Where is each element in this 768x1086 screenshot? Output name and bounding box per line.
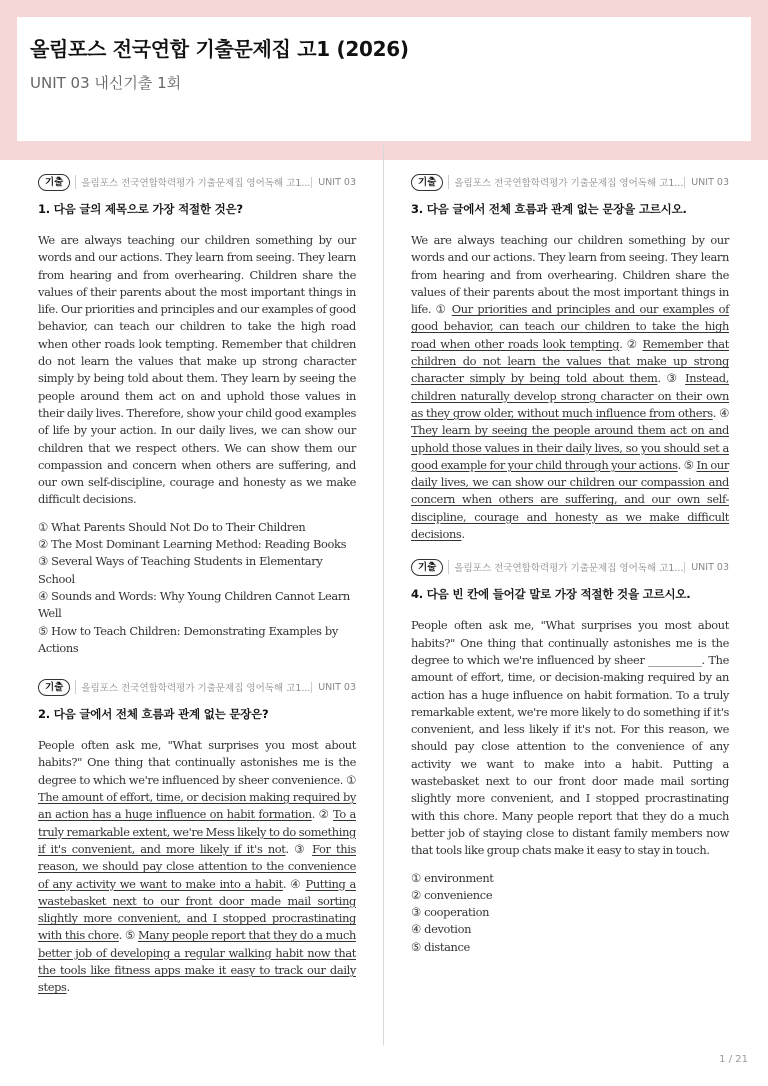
question-passage: People often ask me, "What surprises you most about habits?" One thing that continually astonishes me is the degree to which we're influenced by sheer convenience. ① The amount of effort, time, or decision making required by an action has a huge influence on habit formation. ② To a truly remarkable extent, we're Mess likely to do something if it's convenient, and more likely if it's not. ③ For this reason, we should pay close attention to the convenience of any activity we want to make into a habit. ④ Putting a wastebasket next to our front door made mail sorting slightly more convenient, and I stopped procrastinating with this chore. ⑤ Many people report that they do a much better job of developing a regular walking habit now that the tools like fitness apps make it easy to track our daily steps. — [38, 738, 356, 995]
passage-intro: We are always teaching our children something by our words and our actions. They learn from seeing. They learn from hearing and from overhearing. Children share the values of their parents about the most important things in life. — [411, 233, 729, 317]
sentence-marker: ③ — [666, 371, 680, 386]
answer-options — [411, 870, 729, 956]
question-title: 4. 다음 빈 칸에 들어갈 말로 가장 적절한 것을 고르시오. — [411, 587, 691, 602]
numbered-sentence: To a truly remarkable extent, we're Mess likely to do something if it's convenient, and more likely if it's not — [38, 807, 356, 856]
question-passage: We are always teaching our children something by our words and our actions. They learn from seeing. They learn from hearing and from overhearing. Children share the values of their parents about the most important things in life. Our priorities and principles and our examples of good behavior, can teach our children to take the high road when other roads look tempting. Remember that children do not learn the values that make up strong character simply by being told about them. They learn by seeing the people around them act on and uphold those values in their daily lives. Therefore, show your child good examples of life by your action. In our daily lives, we can show our children that we respect others. We can show them our compassion and concern when others are suffering, and our own self-discipline, courage and honesty as we make difficult decisions. — [38, 233, 356, 507]
source-label: 올림포스 전국연합학력평가 기출문제집 영어독해 고1... — [448, 560, 684, 574]
sentence-marker: ⑤ — [125, 928, 136, 943]
numbered-sentence: In our daily lives, we can show our children our compassion and concern when others are suffering, and our own self-discipline, courage and honesty as we make difficult decisions — [411, 457, 729, 542]
numbered-sentence: They learn by seeing the people around them act on and uphold those values in their daily lives, so you should set a good example for your child through your actions — [411, 423, 729, 472]
sentence-marker: ⑤ — [683, 457, 694, 472]
question-title: 3. 다음 글에서 전체 흐름과 관계 없는 문장을 고르시오. — [411, 202, 687, 216]
numbered-sentence: The amount of effort, time, or decision making required by an action has a huge influence on habit formation — [38, 790, 356, 822]
source-tag: 기출 — [411, 174, 443, 191]
answer-option[interactable]: ⑤ How to Teach Children: Demonstrating Examples by Actions — [38, 623, 338, 655]
numbered-sentence: Our priorities and principles and our examples of good behavior, can teach our children to take the high road when other roads look tempting — [411, 302, 729, 351]
answer-option[interactable]: ② The Most Dominant Learning Method: Reading Books — [38, 537, 347, 552]
question-passage: We are always teaching our children something by our words and our actions. They learn from seeing. They learn from hearing and from overhearing. Children share the values of their parents about the most important things in life. ① Our priorities and principles and our examples of good behavior, can teach our children to take the high road when other roads look tempting. ② Remember that children do not learn the values that make up strong character simply by being told about them. ③ Instead, children naturally develop strong character on their own as they grow older, without much influence from others. ④ They learn by seeing the people around them act on and uphold those values in their daily lives, so you should set a good example for your child through your actions. ⑤ In our daily lives, we can show our children our compassion and concern when others are suffering, and our own self-discipline, courage and honesty as we make difficult decisions. — [411, 233, 729, 542]
source-label: 올림포스 전국연합학력평가 기출문제집 영어독해 고1... — [75, 175, 311, 189]
question-meta — [38, 678, 356, 696]
unit-label: UNIT 03 — [311, 682, 356, 693]
source-tag: 기출 — [411, 559, 443, 576]
sentence-marker: ② — [318, 807, 330, 822]
unit-label: UNIT 03 — [684, 562, 729, 573]
answer-option[interactable]: ③ Several Ways of Teaching Students in Elementary School — [38, 554, 323, 586]
left-column — [38, 173, 356, 997]
question-2 — [38, 678, 356, 996]
question-title: 1. 다음 글의 제목으로 가장 적절한 것은? — [38, 202, 243, 216]
sentence-marker: ④ — [290, 876, 302, 891]
question-1 — [38, 173, 356, 657]
question-meta — [411, 173, 729, 191]
source-tag: 기출 — [38, 679, 70, 696]
document-title: 올림포스 전국연합 기출문제집 고1 (2026) — [30, 37, 409, 61]
numbered-sentence: Remember that children do not learn the values that make up strong character simply by being told about them — [411, 336, 729, 386]
answer-option[interactable]: ⑤ distance — [411, 939, 470, 954]
page-number: 1 / 21 — [719, 1054, 748, 1065]
answer-option[interactable]: ① environment — [411, 870, 494, 885]
sentence-marker: ② — [626, 336, 639, 351]
question-4 — [411, 558, 729, 956]
unit-label: UNIT 03 — [311, 177, 356, 188]
source-tag: 기출 — [38, 174, 70, 191]
numbered-sentence: Many people report that they do a much better job of developing a regular walking habit now that the tools like fitness apps make it easy to track our daily steps — [38, 928, 356, 995]
answer-option[interactable]: ② convenience — [411, 887, 493, 902]
passage-intro: People often ask me, "What surprises you most about habits?" One thing that continually astonishes me is the degree to which we're influenced by sheer convenience. — [38, 738, 356, 787]
question-3 — [411, 173, 729, 543]
unit-label: UNIT 03 — [684, 177, 729, 188]
source-label: 올림포스 전국연합학력평가 기출문제집 영어독해 고1... — [75, 680, 311, 694]
answer-option[interactable]: ④ Sounds and Words: Why Young Children Cannot Learn Well — [38, 588, 350, 621]
question-title: 2. 다음 글에서 전체 흐름과 관계 없는 문장은? — [38, 707, 269, 722]
question-passage: People often ask me, "What surprises you most about habits?" One thing that continually astonishes me is the degree to which we're influenced by sheer __________. The amount of effort, time, or decision-making required by an action has a huge influence on habit formation. To a truly remarkable extent, we're more likely to do something if it's convenient, and less likely if it's not. For this reason, we should pay close attention to the convenience of any activity we want to make into a habit. Putting a wastebasket next to our front door made mail sorting slightly more convenient, and I stopped procrastinating with this chore. Many people report that they do a much better job of staying close to distant family members now that tools like group chats make it easy to stay in touch. — [411, 618, 729, 858]
answer-option[interactable]: ① What Parents Should Not Do to Their Children — [38, 519, 306, 534]
question-meta — [411, 558, 729, 576]
answer-options — [38, 519, 356, 657]
answer-option[interactable]: ④ devotion — [411, 922, 472, 937]
source-label: 올림포스 전국연합학력평가 기출문제집 영어독해 고1... — [448, 175, 684, 189]
question-meta — [38, 173, 356, 191]
document-subtitle: UNIT 03 내신기출 1회 — [30, 74, 182, 92]
column-divider — [383, 145, 384, 1045]
answer-option[interactable]: ③ cooperation — [411, 905, 490, 920]
sentence-marker: ③ — [294, 841, 307, 856]
sentence-marker: ① — [346, 772, 356, 787]
numbered-sentence: For this reason, we should pay close attention to the convenience of any activity we want to make into a habit — [38, 841, 356, 891]
numbered-sentence: Instead, children naturally develop strong character on their own as they grow older, without much influence from others — [411, 371, 729, 420]
right-column — [411, 173, 729, 956]
sentence-marker: ① — [435, 302, 448, 317]
sentence-marker: ④ — [719, 405, 729, 420]
numbered-sentence: Putting a wastebasket next to our front door made mail sorting slightly more convenient, and I stopped procrastinating with this chore — [38, 876, 356, 943]
